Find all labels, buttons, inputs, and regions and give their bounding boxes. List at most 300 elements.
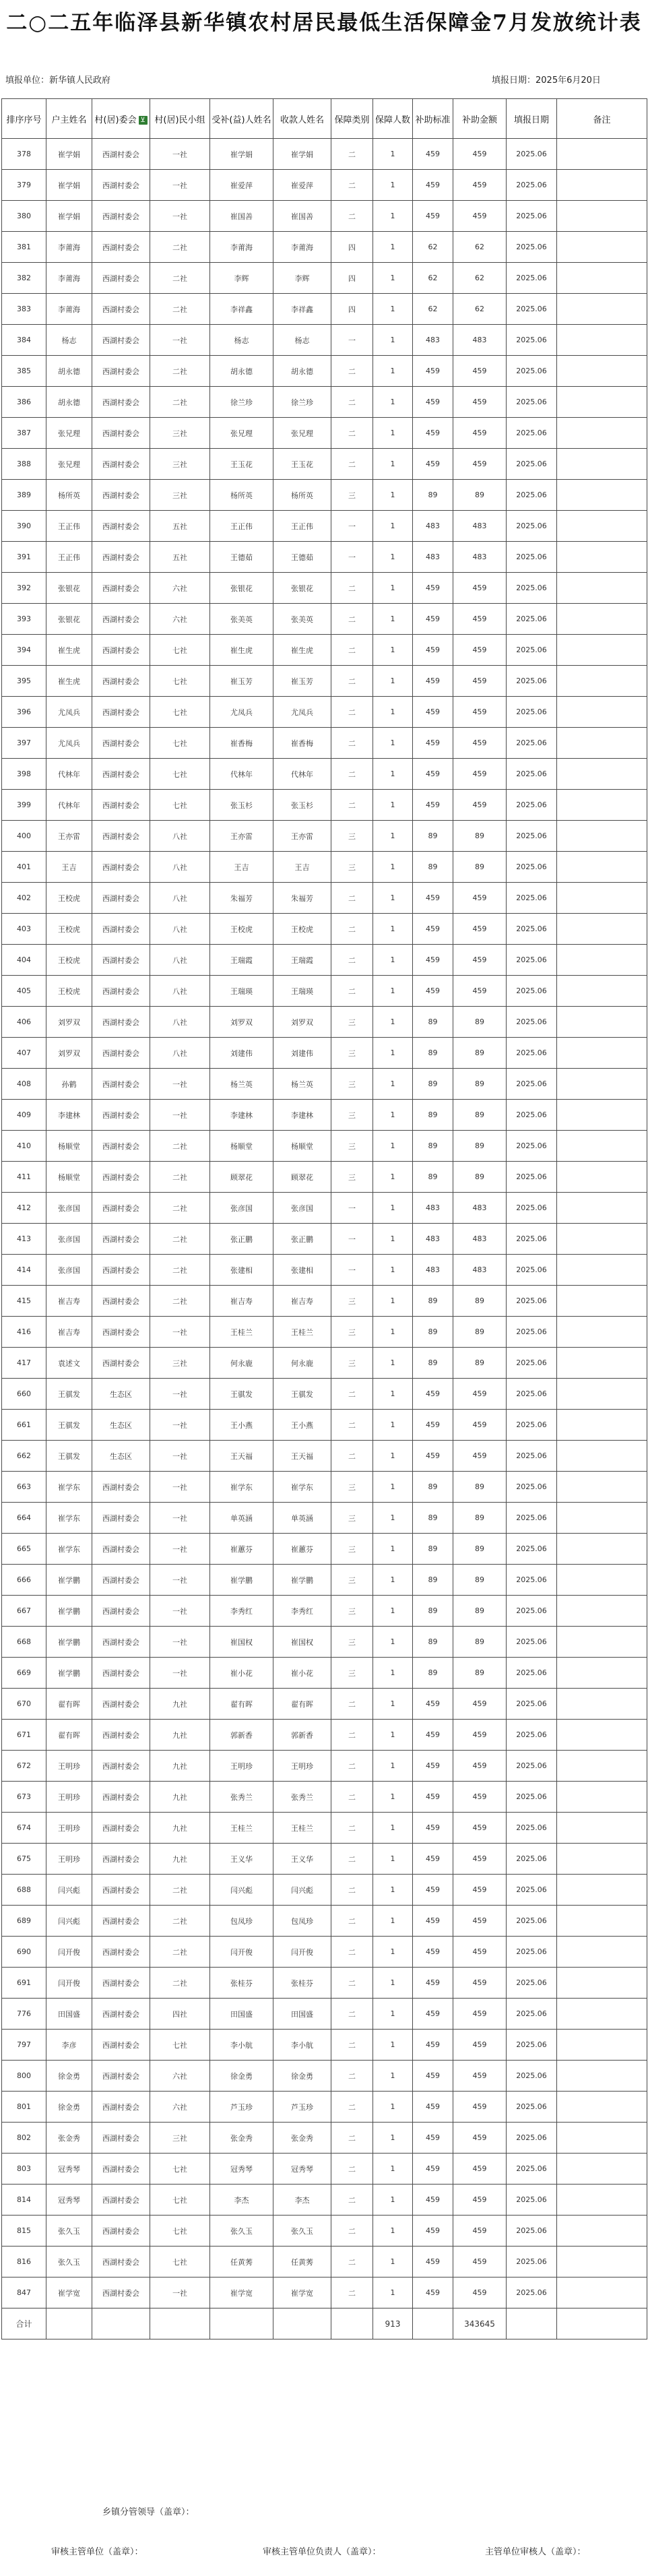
cell-payee: 顾翠花 [273, 1162, 331, 1193]
cell-payee: 翟有晖 [273, 1689, 331, 1720]
cell-householder: 王正伟 [46, 542, 92, 573]
cell-beneficiary: 杨兰英 [210, 1069, 273, 1100]
cell-standard: 459 [413, 759, 453, 790]
cell-people: 1 [373, 883, 413, 914]
cell-seq: 390 [2, 511, 46, 542]
cell-householder: 杨所英 [46, 480, 92, 511]
cell-amount: 459 [453, 1379, 507, 1410]
cell-standard: 459 [413, 1720, 453, 1751]
table-row [2, 1627, 647, 1658]
cell-beneficiary: 包凤珍 [210, 1906, 273, 1937]
cell-beneficiary: 崔小花 [210, 1658, 273, 1689]
cell-people: 1 [373, 1534, 413, 1565]
cell-category: 三 [331, 1317, 373, 1348]
cell-amount: 89 [453, 1534, 507, 1565]
cell-householder: 崔学东 [46, 1534, 92, 1565]
cell-householder: 王明珍 [46, 1813, 92, 1844]
cell-payee: 李莆海 [273, 232, 331, 263]
cell-date: 2025.06 [507, 976, 557, 1007]
cell-seq: 397 [2, 728, 46, 759]
cell-people: 1 [373, 263, 413, 294]
cell-payee: 冠秀琴 [273, 2154, 331, 2185]
cell-householder: 王明珍 [46, 1844, 92, 1875]
cell-category: 二 [331, 914, 373, 945]
cell-people: 1 [373, 2154, 413, 2185]
cell-payee: 张彦国 [273, 1193, 331, 1224]
cell-village: 西湖村委会 [92, 1317, 150, 1348]
cell-beneficiary: 张美英 [210, 604, 273, 635]
cell-people: 1 [373, 139, 413, 170]
cell-householder: 尤凤兵 [46, 728, 92, 759]
cell-people: 1 [373, 1255, 413, 1286]
col-header-payee: 收款人姓名 [273, 99, 331, 139]
cell-amount: 459 [453, 728, 507, 759]
cell-seq: 387 [2, 418, 46, 449]
cell-standard: 459 [413, 1937, 453, 1968]
cell-beneficiary: 顾翠花 [210, 1162, 273, 1193]
table-row [2, 1224, 647, 1255]
cell-standard: 459 [413, 1751, 453, 1782]
cell-householder: 田国盛 [46, 1999, 92, 2030]
cell-people: 1 [373, 976, 413, 1007]
cell-village: 生态区 [92, 1410, 150, 1441]
cell-remark [557, 1999, 647, 2030]
cell-payee: 崔小花 [273, 1658, 331, 1689]
cell-amount: 89 [453, 821, 507, 852]
cell-amount: 459 [453, 883, 507, 914]
cell-seq: 690 [2, 1937, 46, 1968]
cell-amount: 459 [453, 759, 507, 790]
cell-people: 1 [373, 1627, 413, 1658]
footer-approve-auditor: 主管单位审核人（盖章）： [485, 2547, 586, 2557]
cell-seq: 666 [2, 1565, 46, 1596]
table-row [2, 1472, 647, 1503]
cell-householder: 崔学东 [46, 1503, 92, 1534]
cell-seq: 389 [2, 480, 46, 511]
cell-amount: 459 [453, 604, 507, 635]
cell-standard: 459 [413, 418, 453, 449]
cell-seq: 406 [2, 1007, 46, 1038]
cell-people: 1 [373, 1503, 413, 1534]
cell-people: 1 [373, 1038, 413, 1069]
table-row [2, 1782, 647, 1813]
cell-payee: 徐兰珍 [273, 387, 331, 418]
cell-people: 1 [373, 1565, 413, 1596]
table-row [2, 542, 647, 573]
cell-standard: 459 [413, 1906, 453, 1937]
cell-people: 1 [373, 945, 413, 976]
cell-people: 1 [373, 2216, 413, 2247]
cell-village: 西湖村委会 [92, 1534, 150, 1565]
cell-amount: 459 [453, 1844, 507, 1875]
cell-group: 七社 [150, 2030, 210, 2061]
cell-group: 七社 [150, 790, 210, 821]
cell-remark [557, 1131, 647, 1162]
col-header-category: 保障类别 [331, 99, 373, 139]
cell-date: 2025.06 [507, 1534, 557, 1565]
cell-group: 六社 [150, 604, 210, 635]
cell-people: 1 [373, 1906, 413, 1937]
cell-seq: 391 [2, 542, 46, 573]
cell-beneficiary: 张银花 [210, 573, 273, 604]
cell-payee: 尤凤兵 [273, 697, 331, 728]
cell-seq: 386 [2, 387, 46, 418]
cell-seq: 672 [2, 1751, 46, 1782]
cell-people: 1 [373, 1348, 413, 1379]
cell-village: 西湖村委会 [92, 1565, 150, 1596]
cell-seq: 664 [2, 1503, 46, 1534]
cell-category: 二 [331, 1379, 373, 1410]
cell-remark [557, 542, 647, 573]
cell-seq: 382 [2, 263, 46, 294]
cell-householder: 杨顺堂 [46, 1162, 92, 1193]
cell-village: 西湖村委会 [92, 480, 150, 511]
cell-standard: 89 [413, 1565, 453, 1596]
filter-icon[interactable]: ⊻ [139, 116, 148, 125]
cell-standard: 89 [413, 1038, 453, 1069]
cell-householder: 孙鹤 [46, 1069, 92, 1100]
cell-householder: 闫开俊 [46, 1937, 92, 1968]
cell-seq: 660 [2, 1379, 46, 1410]
cell-amount: 459 [453, 2277, 507, 2308]
cell-seq: 394 [2, 635, 46, 666]
table-row [2, 1751, 647, 1782]
cell-payee: 杨顺堂 [273, 1131, 331, 1162]
cell-group: 九社 [150, 1689, 210, 1720]
cell-group: 五社 [150, 542, 210, 573]
cell-standard: 459 [413, 1782, 453, 1813]
cell-people: 1 [373, 418, 413, 449]
relief-table [1, 98, 647, 2339]
cell-seq: 776 [2, 1999, 46, 2030]
cell-people: 1 [373, 1379, 413, 1410]
cell-standard: 459 [413, 1813, 453, 1844]
cell-category: 二 [331, 883, 373, 914]
cell-seq: 409 [2, 1100, 46, 1131]
cell-category: 二 [331, 573, 373, 604]
cell-remark [557, 1038, 647, 1069]
cell-date: 2025.06 [507, 1379, 557, 1410]
cell-people: 1 [373, 1224, 413, 1255]
cell-beneficiary: 崔爱萍 [210, 170, 273, 201]
cell-standard: 459 [413, 728, 453, 759]
table-row [2, 1596, 647, 1627]
cell-group: 一社 [150, 1596, 210, 1627]
cell-village: 西湖村委会 [92, 697, 150, 728]
cell-category: 二 [331, 2277, 373, 2308]
cell-village: 西湖村委会 [92, 1875, 150, 1906]
cell-village: 西湖村委会 [92, 294, 150, 325]
cell-beneficiary: 张建相 [210, 1255, 273, 1286]
cell-date: 2025.06 [507, 914, 557, 945]
cell-date: 2025.06 [507, 883, 557, 914]
table-row [2, 511, 647, 542]
cell-amount: 459 [453, 1782, 507, 1813]
cell-village: 西湖村委会 [92, 232, 150, 263]
cell-beneficiary: 刘罗双 [210, 1007, 273, 1038]
cell-seq: 662 [2, 1441, 46, 1472]
cell-category: 二 [331, 1410, 373, 1441]
cell-remark [557, 1379, 647, 1410]
cell-seq: 667 [2, 1596, 46, 1627]
cell-village: 西湖村委会 [92, 1782, 150, 1813]
cell-householder: 王骐发 [46, 1379, 92, 1410]
cell-category: 二 [331, 1906, 373, 1937]
cell-village: 西湖村委会 [92, 511, 150, 542]
cell-group: 二社 [150, 1906, 210, 1937]
cell-date: 2025.06 [507, 1441, 557, 1472]
cell-seq: 404 [2, 945, 46, 976]
cell-seq: 402 [2, 883, 46, 914]
cell-group: 一社 [150, 325, 210, 356]
cell-remark [557, 449, 647, 480]
cell-people: 1 [373, 1844, 413, 1875]
table-row [2, 2030, 647, 2061]
cell-amount: 483 [453, 511, 507, 542]
cell-village: 西湖村委会 [92, 1038, 150, 1069]
cell-seq: 691 [2, 1968, 46, 1999]
col-header-householder: 户主姓名 [46, 99, 92, 139]
table-row [2, 1038, 647, 1069]
cell-payee: 任黄莠 [273, 2247, 331, 2277]
cell-beneficiary: 闫开俊 [210, 1937, 273, 1968]
col-header-village[interactable] [92, 99, 150, 139]
cell-date: 2025.06 [507, 480, 557, 511]
cell-seq: 408 [2, 1069, 46, 1100]
cell-seq: 407 [2, 1038, 46, 1069]
table-row [2, 1844, 647, 1875]
cell-seq: 380 [2, 201, 46, 232]
cell-standard: 62 [413, 263, 453, 294]
cell-group: 二社 [150, 1937, 210, 1968]
cell-standard: 89 [413, 1627, 453, 1658]
cell-payee: 崔吉寿 [273, 1286, 331, 1317]
cell-beneficiary: 王瑞霞 [210, 945, 273, 976]
cell-date: 2025.06 [507, 1813, 557, 1844]
cell-beneficiary: 刘建伟 [210, 1038, 273, 1069]
cell-payee: 崔学鹏 [273, 1565, 331, 1596]
cell-payee: 王亦雷 [273, 821, 331, 852]
cell-payee: 闫兴彪 [273, 1875, 331, 1906]
cell-village: 西湖村委会 [92, 139, 150, 170]
cell-seq: 800 [2, 2061, 46, 2092]
cell-householder: 刘罗双 [46, 1038, 92, 1069]
cell-group: 九社 [150, 1782, 210, 1813]
footer-approve-unit: 审核主管单位（盖章）： [51, 2547, 143, 2557]
cell-group: 八社 [150, 945, 210, 976]
cell-group: 一社 [150, 139, 210, 170]
cell-group: 六社 [150, 2092, 210, 2123]
cell-seq: 416 [2, 1317, 46, 1348]
cell-date: 2025.06 [507, 263, 557, 294]
table-row [2, 1937, 647, 1968]
cell-group: 二社 [150, 1286, 210, 1317]
cell-category: 三 [331, 1038, 373, 1069]
cell-beneficiary: 徐金勇 [210, 2061, 273, 2092]
cell-beneficiary: 张桂芬 [210, 1968, 273, 1999]
cell-seq: 417 [2, 1348, 46, 1379]
table-row [2, 2277, 647, 2308]
cell-amount: 459 [453, 666, 507, 697]
cell-village: 西湖村委会 [92, 635, 150, 666]
cell-category: 三 [331, 1162, 373, 1193]
cell-beneficiary: 王义华 [210, 1844, 273, 1875]
cell-householder: 王校虎 [46, 945, 92, 976]
cell-remark [557, 1286, 647, 1317]
cell-people: 1 [373, 2123, 413, 2154]
cell-amount: 459 [453, 201, 507, 232]
cell-beneficiary: 王骐发 [210, 1379, 273, 1410]
cell-date: 2025.06 [507, 2061, 557, 2092]
cell-standard: 89 [413, 1131, 453, 1162]
cell-householder: 翟有晖 [46, 1689, 92, 1720]
total-cell [413, 2308, 453, 2339]
cell-date: 2025.06 [507, 2277, 557, 2308]
cell-people: 1 [373, 1782, 413, 1813]
cell-householder: 崔学娟 [46, 139, 92, 170]
cell-householder: 尤凤兵 [46, 697, 92, 728]
cell-category: 二 [331, 2123, 373, 2154]
col-header-date: 填报日期 [507, 99, 557, 139]
cell-remark [557, 635, 647, 666]
table-row [2, 1286, 647, 1317]
cell-payee: 何永鹿 [273, 1348, 331, 1379]
cell-remark [557, 573, 647, 604]
cell-standard: 483 [413, 1224, 453, 1255]
cell-people: 1 [373, 2092, 413, 2123]
table-row [2, 759, 647, 790]
cell-standard: 459 [413, 201, 453, 232]
cell-seq: 405 [2, 976, 46, 1007]
cell-group: 七社 [150, 2247, 210, 2277]
cell-householder: 徐金勇 [46, 2092, 92, 2123]
cell-standard: 62 [413, 232, 453, 263]
cell-standard: 89 [413, 1007, 453, 1038]
cell-householder: 王校虎 [46, 883, 92, 914]
cell-householder: 王正伟 [46, 511, 92, 542]
cell-amount: 89 [453, 1627, 507, 1658]
cell-remark [557, 232, 647, 263]
cell-seq: 669 [2, 1658, 46, 1689]
cell-category: 三 [331, 1534, 373, 1565]
cell-remark [557, 759, 647, 790]
cell-amount: 89 [453, 1658, 507, 1689]
cell-group: 一社 [150, 1317, 210, 1348]
cell-category: 二 [331, 604, 373, 635]
table-row [2, 945, 647, 976]
cell-remark [557, 1968, 647, 1999]
cell-standard: 459 [413, 1410, 453, 1441]
table-row [2, 1441, 647, 1472]
cell-householder: 张久玉 [46, 2247, 92, 2277]
cell-date: 2025.06 [507, 294, 557, 325]
cell-date: 2025.06 [507, 2030, 557, 2061]
cell-seq: 410 [2, 1131, 46, 1162]
cell-payee: 包凤珍 [273, 1906, 331, 1937]
cell-village: 西湖村委会 [92, 1472, 150, 1503]
cell-seq: 688 [2, 1875, 46, 1906]
cell-standard: 89 [413, 1503, 453, 1534]
table-row [2, 1255, 647, 1286]
cell-amount: 459 [453, 945, 507, 976]
cell-remark [557, 2030, 647, 2061]
cell-seq: 661 [2, 1410, 46, 1441]
cell-beneficiary: 王德茹 [210, 542, 273, 573]
cell-category: 二 [331, 387, 373, 418]
cell-people: 1 [373, 2030, 413, 2061]
cell-seq: 801 [2, 2092, 46, 2123]
cell-beneficiary: 李小航 [210, 2030, 273, 2061]
cell-remark [557, 728, 647, 759]
cell-village: 西湖村委会 [92, 2216, 150, 2247]
cell-people: 1 [373, 1410, 413, 1441]
cell-beneficiary: 李杰 [210, 2185, 273, 2216]
cell-group: 二社 [150, 356, 210, 387]
cell-village: 西湖村委会 [92, 852, 150, 883]
cell-payee: 张美英 [273, 604, 331, 635]
cell-people: 1 [373, 1596, 413, 1627]
cell-householder: 闫兴彪 [46, 1875, 92, 1906]
cell-standard: 459 [413, 2277, 453, 2308]
cell-amount: 459 [453, 2154, 507, 2185]
cell-seq: 400 [2, 821, 46, 852]
cell-village: 西湖村委会 [92, 1131, 150, 1162]
cell-remark [557, 2154, 647, 2185]
table-row [2, 728, 647, 759]
cell-group: 七社 [150, 2154, 210, 2185]
cell-beneficiary: 杨志 [210, 325, 273, 356]
cell-seq: 401 [2, 852, 46, 883]
cell-people: 1 [373, 728, 413, 759]
cell-remark [557, 1069, 647, 1100]
table-row [2, 1193, 647, 1224]
cell-village: 西湖村委会 [92, 1596, 150, 1627]
cell-people: 1 [373, 1441, 413, 1472]
cell-people: 1 [373, 1658, 413, 1689]
table-row [2, 232, 647, 263]
cell-standard: 89 [413, 1069, 453, 1100]
cell-householder: 袁述文 [46, 1348, 92, 1379]
table-row [2, 697, 647, 728]
cell-remark [557, 294, 647, 325]
cell-village: 西湖村委会 [92, 2277, 150, 2308]
cell-beneficiary: 王小燕 [210, 1410, 273, 1441]
table-row [2, 1379, 647, 1410]
cell-date: 2025.06 [507, 697, 557, 728]
cell-payee: 王德茹 [273, 542, 331, 573]
cell-group: 二社 [150, 232, 210, 263]
cell-group: 六社 [150, 2061, 210, 2092]
cell-beneficiary: 崔学东 [210, 1472, 273, 1503]
cell-date: 2025.06 [507, 1751, 557, 1782]
cell-standard: 459 [413, 945, 453, 976]
cell-village: 西湖村委会 [92, 1255, 150, 1286]
cell-amount: 459 [453, 418, 507, 449]
cell-date: 2025.06 [507, 1100, 557, 1131]
cell-category: 二 [331, 1751, 373, 1782]
cell-standard: 459 [413, 2154, 453, 2185]
cell-householder: 李莆海 [46, 294, 92, 325]
cell-date: 2025.06 [507, 728, 557, 759]
cell-beneficiary: 代林年 [210, 759, 273, 790]
cell-payee: 王小燕 [273, 1410, 331, 1441]
cell-remark [557, 2247, 647, 2277]
cell-seq: 384 [2, 325, 46, 356]
cell-standard: 459 [413, 1379, 453, 1410]
cell-seq: 802 [2, 2123, 46, 2154]
cell-group: 七社 [150, 697, 210, 728]
cell-date: 2025.06 [507, 2185, 557, 2216]
